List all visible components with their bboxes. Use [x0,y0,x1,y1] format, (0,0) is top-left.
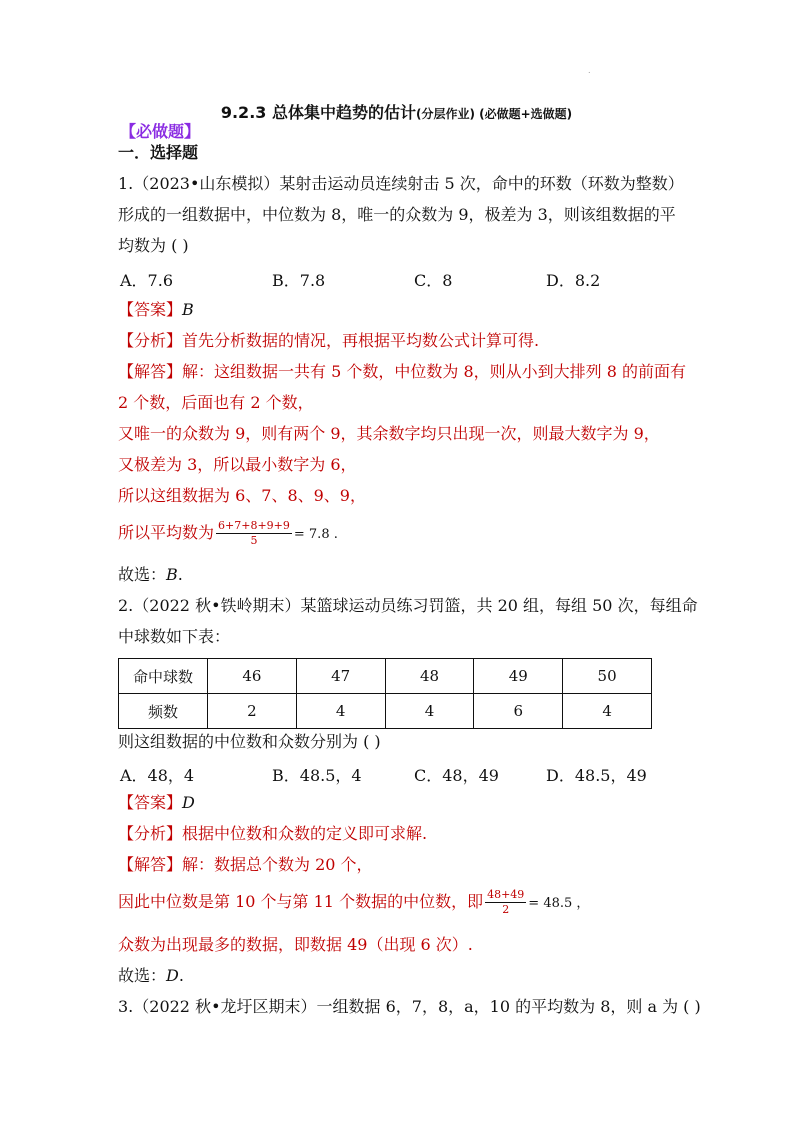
q1-analysis-row [118,330,539,352]
q2-median-prefix: 因此中位数是第 10 个与第 11 个数据的中位数，即 [118,892,484,911]
q1-answer-row [118,299,194,321]
table-cell: 2 [208,694,297,729]
q2-solution-tag: 【解答】 [118,855,183,874]
page-mark: . [588,66,591,75]
table-cell: 48 [385,659,474,694]
q1-solution-line4: 又极差为 3，所以最小数字为 6， [118,455,357,474]
q1-average-prefix: 所以平均数为 [118,523,215,542]
q1-line2: 形成的一组数据中，中位数为 8，唯一的众数为 9，极差为 3，则该组数据的平 [118,205,676,224]
q2-median-row [118,885,589,921]
table-row [119,694,652,729]
q2-analysis: 根据中位数和众数的定义即可求解. [182,824,428,843]
q1-solution-line3: 又唯一的众数为 9，则有两个 9，其余数字均只出现一次，则最大数字为 9， [118,424,660,443]
q2-line1: 2.（2022 秋•铁岭期末）某篮球运动员练习罚篮，共 20 组，每组 50 次，每组命 [118,596,698,615]
q2-choose-suffix: . [178,966,184,985]
table-row-header: 频数 [119,694,208,729]
table-cell: 50 [563,659,652,694]
q2-option-d: D．48.5，49 [546,766,647,785]
table-row [119,659,652,694]
q2-answer-tag: 【答案】 [118,793,183,812]
q2-median-result: = 48.5 ， [528,896,590,911]
table-cell: 4 [385,694,474,729]
q2-solution-row [118,854,373,876]
q2-analysis-tag: 【分析】 [118,824,183,843]
q1-choose-row [118,564,183,586]
q2-line3: 则这组数据的中位数和众数分别为 ( ) [118,732,381,751]
q1-analysis-tag: 【分析】 [118,331,183,350]
table-cell: 46 [208,659,297,694]
fraction-numerator: 6+7+8+9+9 [218,519,290,532]
q2-answer-row [118,792,195,814]
q1-choose: B [166,565,178,584]
q1-average-row [118,516,338,552]
q1-answer-tag: 【答案】 [118,300,183,319]
section-heading: 一．选择题 [118,143,199,162]
q2-line2: 中球数如下表： [118,627,231,646]
fraction-denominator: 5 [250,534,258,547]
q3-line1: 3.（2022 秋•龙圩区期末）一组数据 6，7，8，a，10 的平均数为 8，则 a 为 ( ) [118,997,701,1016]
q1-solution-tag: 【解答】 [118,362,183,381]
q2-choose-row [118,965,184,987]
q1-option-b: B．7.8 [272,271,326,290]
q1-choose-suffix: . [177,565,183,584]
q2-answer: D [182,793,195,812]
q2-option-c: C．48，49 [414,766,499,785]
q2-solution-line3: 众数为出现最多的数据，即数据 49（出现 6 次）. [118,935,473,954]
q1-answer: B [182,300,194,319]
q1-line1: 1.（2023•山东模拟）某射击运动员连续射击 5 次，命中的环数（环数为整数） [118,174,684,193]
q1-solution-row [118,361,686,383]
q1-choose-prefix: 故选： [118,565,167,584]
frequency-table [118,658,652,729]
q2-choose: D [166,966,179,985]
q2-choose-prefix: 故选： [118,966,167,985]
fraction-denominator: 2 [502,903,510,916]
title-main: 9.2.3 总体集中趋势的估计 [220,103,416,122]
q1-average-fraction [216,519,292,548]
table-cell: 49 [474,659,563,694]
q2-solution-line1: 解：数据总个数为 20 个， [182,855,373,874]
table-row-header: 命中球数 [119,659,208,694]
q1-line3: 均数为 ( ) [118,236,189,255]
title-sub: (分层作业) (必做题+选做题) [415,107,573,121]
q1-solution-line5: 所以这组数据为 6、7、8、9、9， [118,486,366,505]
q2-median-fraction [485,888,526,917]
q2-option-a: A．48，4 [120,766,195,785]
q2-option-b: B．48.5，4 [272,766,362,785]
table-cell: 4 [296,694,385,729]
q1-option-a: A．7.6 [120,271,174,290]
table-cell: 47 [296,659,385,694]
q1-option-c: C．8 [414,271,453,290]
q1-option-d: D．8.2 [546,271,601,290]
section-tag: 【必做题】 [120,122,201,141]
table-cell: 4 [563,694,652,729]
q1-analysis: 首先分析数据的情况，再根据平均数公式计算可得. [182,331,540,350]
q1-solution-line2: 2 个数，后面也有 2 个数， [118,393,314,412]
q2-analysis-row [118,823,427,845]
q1-average-result: = 7.8 . [293,527,338,542]
page-title [0,100,793,123]
fraction-numerator: 48+49 [487,888,525,901]
table-cell: 6 [474,694,563,729]
q1-solution-line1: 解：这组数据一共有 5 个数，中位数为 8，则从小到大排列 8 的前面有 [182,362,686,381]
